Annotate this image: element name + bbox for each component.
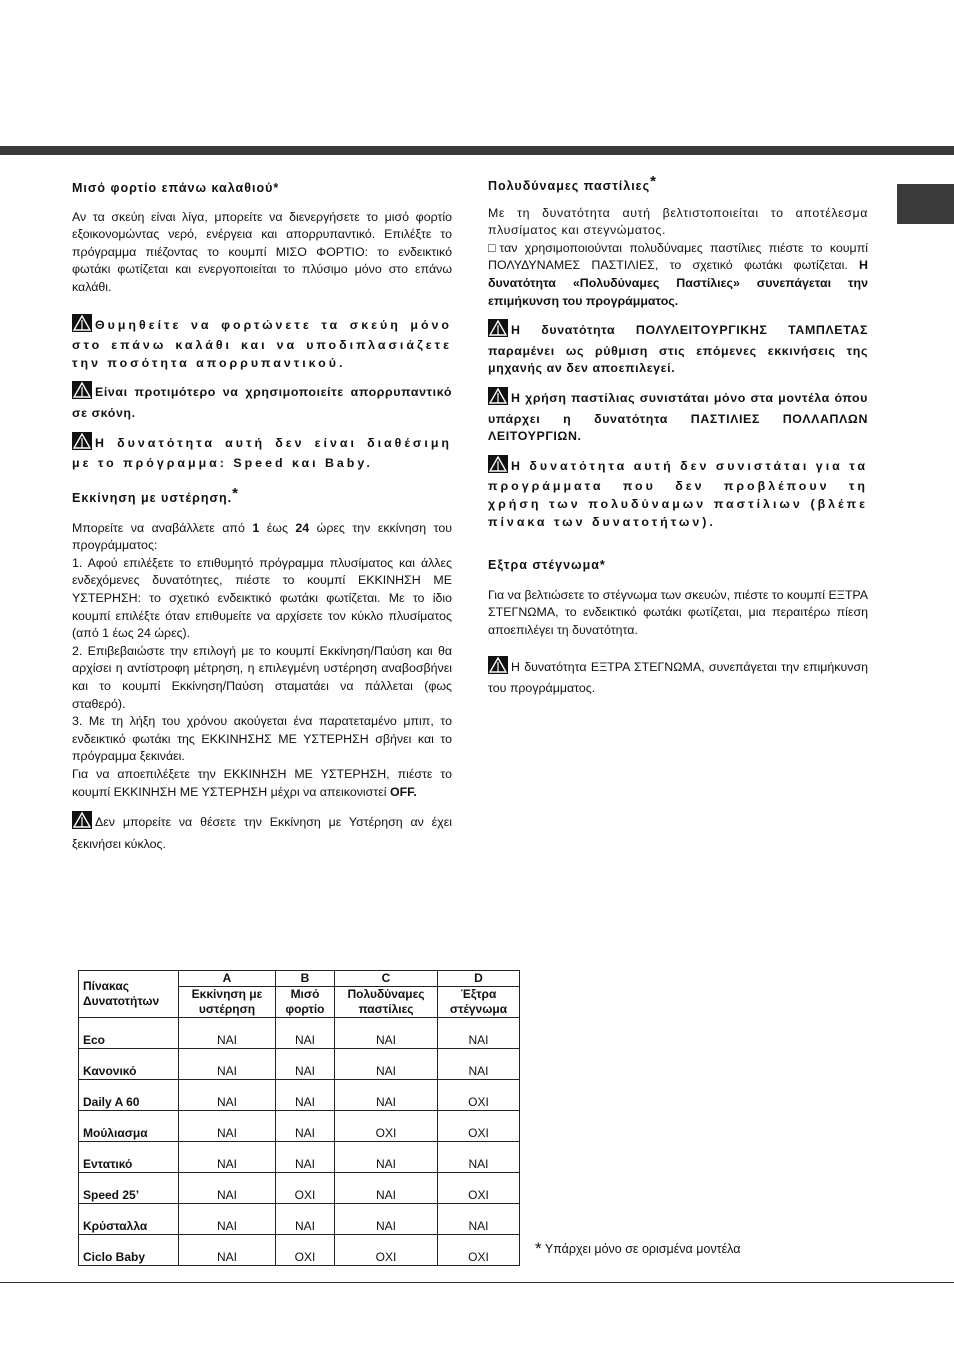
row-name: Speed 25’ bbox=[79, 1173, 179, 1204]
table-row bbox=[79, 1080, 520, 1111]
language-tab bbox=[897, 184, 954, 224]
warning-triangle-icon bbox=[72, 432, 92, 456]
bottom-rule bbox=[0, 1282, 954, 1283]
table-cell: ΝΑΙ bbox=[276, 1080, 335, 1111]
extra-dry-body: Για να βελτιώσετε το στέγνωμα των σκευών, πιέστε το κουμπί ΕΞΤΡΑ ΣΤΕΓΝΩΜΑ, το ενδεικτικό φωτάκι φωτίζεται, μια περαιτέρω πίεση αποεπιλέγει τη δυνατότητα. bbox=[488, 587, 868, 637]
column-letter: D bbox=[438, 971, 520, 987]
delay-step-2: 2. Επιβεβαιώστε την επιλογή με το κουμπί Εκκίνηση/Παύση και θα αρχίσει η αντίστροφη μέτρηση, η επιλεγμένη υστέρηση αναβοσβήνει και το κουμπί Εκκίνηση/Παύση σταματάει να πάλλεται (φως σταθερό). bbox=[72, 643, 452, 711]
table-cell: ΝΑΙ bbox=[276, 1142, 335, 1173]
row-name: Μούλιασμα bbox=[79, 1111, 179, 1142]
table-row bbox=[79, 1235, 520, 1266]
table-cell: ΝΑΙ bbox=[179, 1142, 276, 1173]
half-load-body: Αν τα σκεύη είναι λίγα, μπορείτε να διενεργήσετε το μισό φορτίο εξοικονομώντας νερό, ενέργεια και απορρυπαντικό. Επιλέξτε το πρόγραμμα πιέζοντας το κουμπί ΜΙΣΟ ΦΟΡΤΙΟ: το ενδεικτικό φωτάκι φωτίζεται και ενεργοποιείται το πλύσιμο μόνο στο επάνω καλάθι. bbox=[72, 209, 452, 294]
tablets-warning-3: Η δυνατότητα αυτή δεν συνιστάται για τα προγράμματα που δεν προβλέπουν τη χρήση των πολυδύναμων παστίλιων (βλέπε πίνακα των δυνατοτήτων). bbox=[488, 455, 868, 531]
half-load-warning-2: Είναι προτιμότερο να χρησιμοποιείτε απορρυπαντικό σε σκόνη. bbox=[72, 381, 452, 422]
tablets-warning-2: Η χρήση παστίλιας συνιστάται μόνο στα μοντέλα όπου υπάρχει η δυνατότητα ΠΑΣΤΙΛΙΕΣ ΠΟΛΛΑΠΛΩΝ ΛΕΙΤΟΥΡΓΙΩΝ. bbox=[488, 387, 868, 446]
table-cell: ΝΑΙ bbox=[276, 1111, 335, 1142]
table-cell: ΝΑΙ bbox=[179, 1204, 276, 1235]
table-cell: ΝΑΙ bbox=[179, 1080, 276, 1111]
table-cell: ΝΑΙ bbox=[276, 1018, 335, 1049]
half-load-warning-3: Η δυνατότητα αυτή δεν είναι διαθέσιμη με το πρόγραμμα: Speed και Baby. bbox=[72, 432, 452, 473]
footnote-text: Υπάρχει μόνο σε ορισμένα μοντέλα bbox=[544, 1242, 741, 1256]
footnote-asterisk: * bbox=[535, 1239, 542, 1258]
table-cell: ΝΑΙ bbox=[179, 1018, 276, 1049]
table-row bbox=[79, 1142, 520, 1173]
half-load-section bbox=[72, 180, 452, 473]
warning-triangle-icon bbox=[72, 314, 92, 338]
column-label: Εκκίνηση με υστέρηση bbox=[179, 987, 276, 1018]
table-cell: ΟΧΙ bbox=[438, 1111, 520, 1142]
table-cell: ΟΧΙ bbox=[438, 1080, 520, 1111]
warning-triangle-icon bbox=[488, 455, 508, 479]
extra-dry-warning: Η δυνατότητα ΕΞΤΡΑ ΣΤΕΓΝΩΜΑ, συνεπάγεται την επιμήκυνση του προγράμματος. bbox=[488, 656, 868, 697]
table-cell: ΝΑΙ bbox=[335, 1049, 438, 1080]
table-cell: ΟΧΙ bbox=[276, 1173, 335, 1204]
table-cell: ΝΑΙ bbox=[335, 1204, 438, 1235]
extra-dry-section bbox=[488, 557, 868, 698]
table-cell: ΝΑΙ bbox=[438, 1142, 520, 1173]
table-cell: ΝΑΙ bbox=[335, 1142, 438, 1173]
table-row bbox=[79, 1018, 520, 1049]
column-letter: A bbox=[179, 971, 276, 987]
table-cell: ΝΑΙ bbox=[335, 1080, 438, 1111]
half-load-warning-1: Θυμηθείτε να φορτώνετε τα σκεύη μόνο στο επάνω καλάθι και να υποδιπλασιάζετε την ποσότητα απορρυπαντικού. bbox=[72, 314, 452, 373]
capabilities-table bbox=[78, 970, 520, 1266]
top-bar bbox=[0, 146, 954, 155]
warning-triangle-icon bbox=[488, 387, 508, 411]
tablets-title: Πολυδύναμες παστίλιες* bbox=[488, 173, 657, 193]
table-row bbox=[79, 1049, 520, 1080]
tablets-warning-1: Η δυνατότητα ΠΟΛΥΛΕΙΤΟΥΡΓΙΚΗΣ ΤΑΜΠΛΕΤΑΣ παραμένει ως ρύθμιση στις επόμενες εκκινήσεις της μηχανής αν δεν αποεπιλεγεί. bbox=[488, 319, 868, 378]
column-letter: B bbox=[276, 971, 335, 987]
delay-title: Εκκίνηση με υστέρηση.* bbox=[72, 485, 239, 505]
table-cell: ΟΧΙ bbox=[335, 1111, 438, 1142]
table-cell: ΝΑΙ bbox=[438, 1204, 520, 1235]
extra-dry-title: Εξτρα στέγνωμα* bbox=[488, 558, 606, 572]
table-cell: ΟΧΙ bbox=[438, 1235, 520, 1266]
column-label: Πολυδύναμες παστίλιες bbox=[335, 987, 438, 1018]
table-cell: ΟΧΙ bbox=[276, 1235, 335, 1266]
table-row bbox=[79, 1204, 520, 1235]
warning-triangle-icon bbox=[72, 811, 92, 835]
table-cell: ΟΧΙ bbox=[335, 1235, 438, 1266]
tablets-section bbox=[488, 173, 869, 531]
table-cell: ΝΑΙ bbox=[276, 1049, 335, 1080]
tablets-body-2: □ταν χρησιμοποιούνται πολυδύναμες παστίλιες πιέστε το κουμπί ΠΟΛΥΔΥΝΑΜΕΣ ΠΑΣΤΙΛΙΕΣ, το σχετικό φωτάκι φωτίζεται. Η δυνατότητα «Πολυδύναμες Παστίλιες» συνεπάγεται την επιμήκυνση του προγράμματος. bbox=[488, 240, 868, 308]
table-cell: ΝΑΙ bbox=[335, 1018, 438, 1049]
table-row bbox=[79, 1111, 520, 1142]
table-cell: ΝΑΙ bbox=[179, 1111, 276, 1142]
half-load-title: Μισό φορτίο επάνω καλαθιού* bbox=[72, 181, 280, 195]
table-cell: ΝΑΙ bbox=[438, 1049, 520, 1080]
table-cell: ΝΑΙ bbox=[179, 1173, 276, 1204]
delay-cancel: Για να αποεπιλέξετε την ΕΚΚΙΝΗΣΗ ΜΕ ΥΣΤΕΡΗΣΗ, πιέστε το κουμπί ΕΚΚΙΝΗΣΗ ΜΕ ΥΣΤΕΡΗΣΗ μέχρι να απεικονιστεί OFF. bbox=[72, 766, 452, 799]
table-cell: ΟΧΙ bbox=[438, 1173, 520, 1204]
delay-section bbox=[72, 485, 452, 854]
column-letter: C bbox=[335, 971, 438, 987]
warning-triangle-icon bbox=[488, 656, 508, 680]
tablets-body-1: Με τη δυνατότητα αυτή βελτιστοποιείται το αποτέλεσμα πλυσίματος και στεγνώματος. bbox=[488, 205, 868, 238]
delay-intro: Μπορείτε να αναβάλλετε από 1 έως 24 ώρες την εκκίνηση του προγράμματος: bbox=[72, 520, 452, 553]
table-corner-label: Πίνακας Δυνατοτήτων bbox=[79, 971, 179, 1018]
row-name: Ciclo Baby bbox=[79, 1235, 179, 1266]
warning-triangle-icon bbox=[72, 381, 92, 405]
column-label: Μισό φορτίο bbox=[276, 987, 335, 1018]
column-label: Έξτρα στέγνωμα bbox=[438, 987, 520, 1018]
warning-triangle-icon bbox=[488, 319, 508, 343]
table-header-letters bbox=[79, 971, 520, 987]
delay-step-3: 3. Με τη λήξη του χρόνου ακούγεται ένα παρατεταμένο μπιπ, το ενδεικτικό φωτάκι της ΕΚΚΙΝΗΣΗΣ ΜΕ ΥΣΤΕΡΗΣΗ σβήνει και το πρόγραμμα ξεκινάει. bbox=[72, 714, 452, 764]
row-name: Κανονικό bbox=[79, 1049, 179, 1080]
table-cell: ΝΑΙ bbox=[276, 1204, 335, 1235]
table-cell: ΝΑΙ bbox=[179, 1049, 276, 1080]
row-name: Κρύσταλλα bbox=[79, 1204, 179, 1235]
table-cell: ΝΑΙ bbox=[335, 1173, 438, 1204]
row-name: Εντατικό bbox=[79, 1142, 179, 1173]
table-cell: ΝΑΙ bbox=[438, 1018, 520, 1049]
delay-warning: Δεν μπορείτε να θέσετε την Εκκίνηση με Υστέρηση αν έχει ξεκινήσει κύκλος. bbox=[72, 811, 452, 854]
table-cell: ΝΑΙ bbox=[179, 1235, 276, 1266]
row-name: Eco bbox=[79, 1018, 179, 1049]
footnote bbox=[535, 1239, 740, 1259]
delay-step-1: 1. Αφού επιλέξετε το επιθυμητό πρόγραμμα πλυσίματος και άλλες ενδεχόμενες δυνατότητες, πιέστε το κουμπί ΕΚΚΙΝΗΣΗ ΜΕ ΥΣΤΕΡΗΣΗ: το σχετικό ενδεικτικό φωτάκι φωτίζεται. Με το ίδιο κουμπί επιλέξτε όταν επιθυμείτε να αρχίσετε τον κύκλο πλυσίματος (από 1 έως 24 ώρες). bbox=[72, 555, 452, 641]
table-row bbox=[79, 1173, 520, 1204]
row-name: Daily A 60 bbox=[79, 1080, 179, 1111]
